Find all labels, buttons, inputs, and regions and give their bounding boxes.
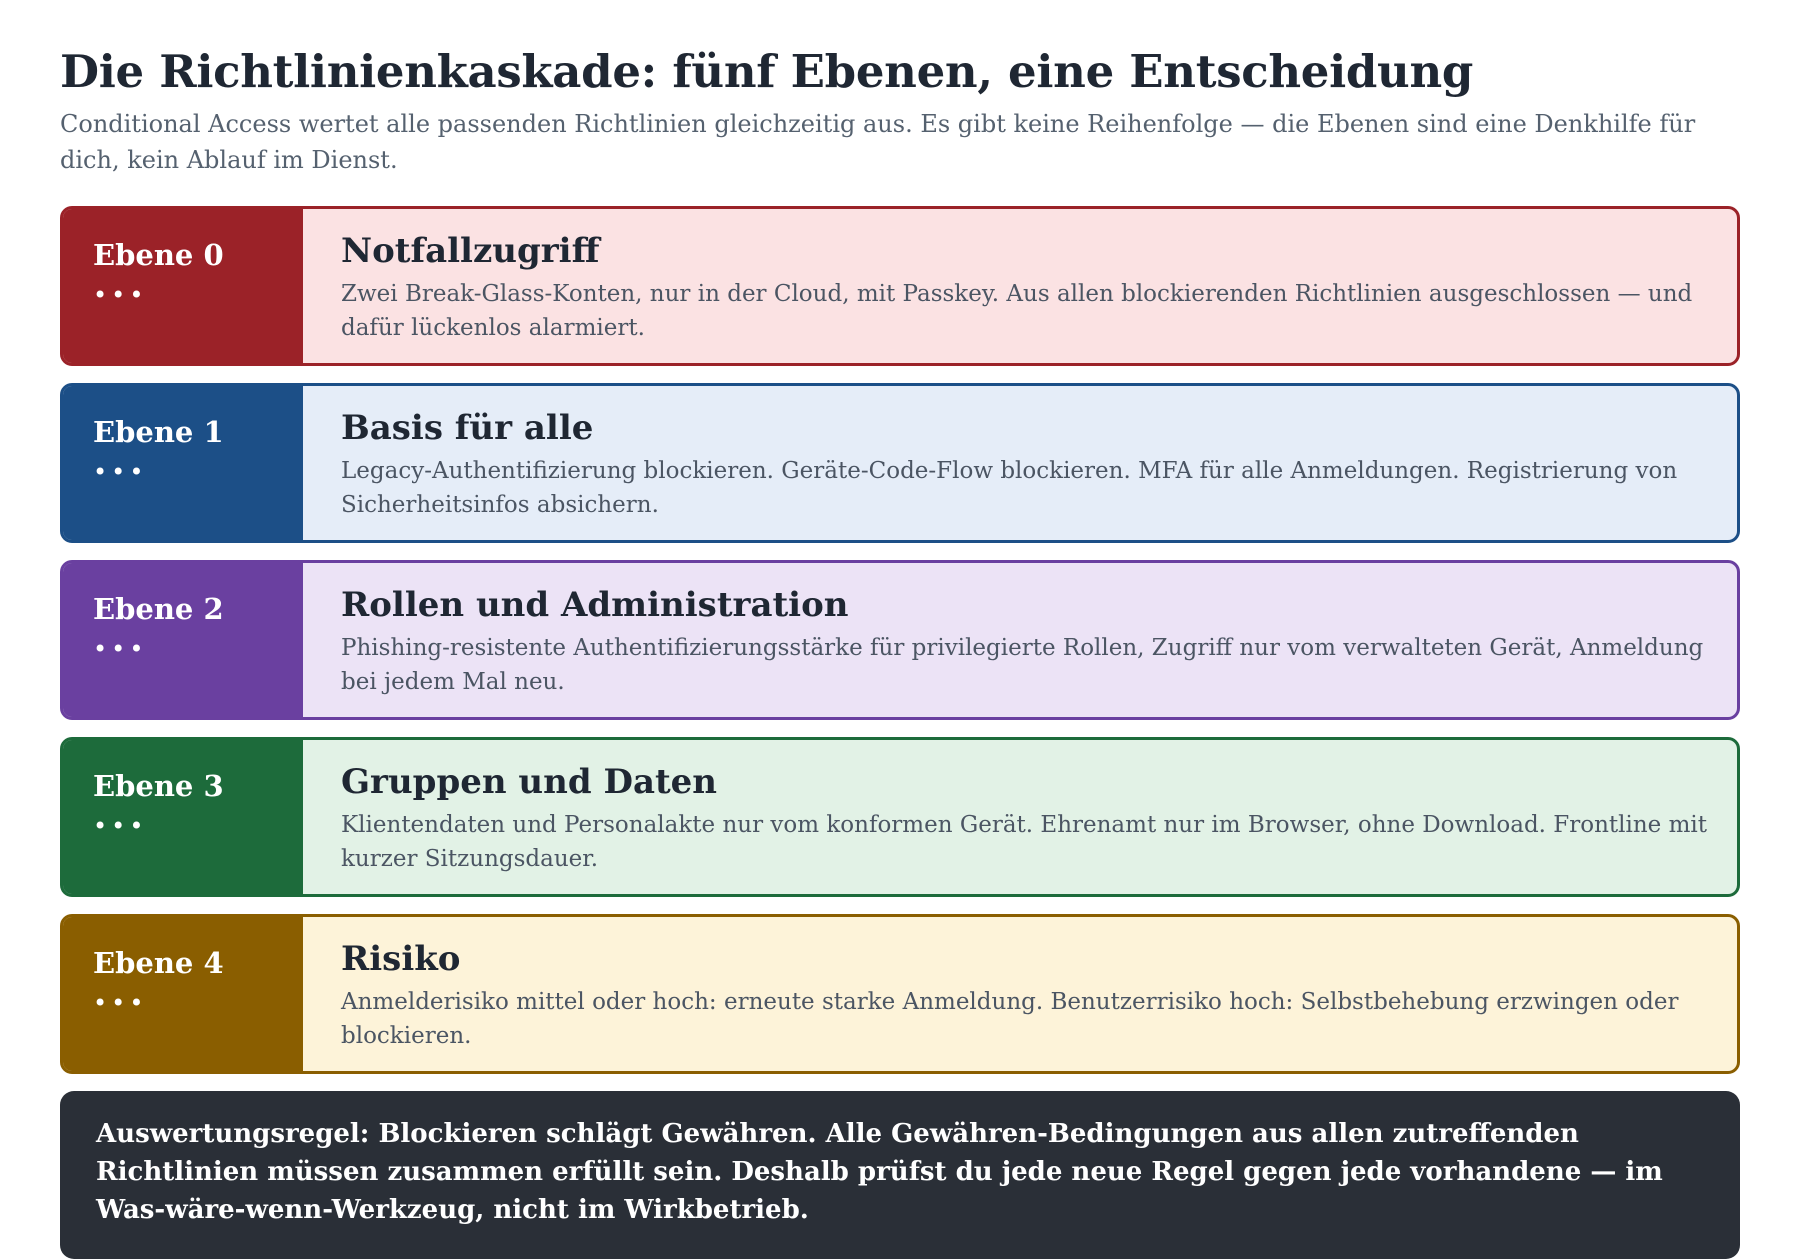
layer-tag (63, 209, 303, 363)
more-dots-icon: ••• (93, 281, 148, 309)
layer-body (303, 563, 1737, 717)
more-dots-icon: ••• (93, 812, 148, 840)
layer-body (303, 740, 1737, 894)
layer-label: Ebene 4 (93, 946, 224, 980)
layer-label: Ebene 0 (93, 238, 224, 272)
page (60, 44, 1740, 1259)
evaluation-rule-box: Auswertungsregel: Blockieren schlägt Gewähren. Alle Gewähren-Bedingungen aus allen zutreffenden Richtlinien müssen zusammen erfüllt sein. Deshalb prüfst du jede neue Regel gegen jede vorhandene — im Was-wäre-wenn-Werkzeug, nicht im Wirkbetrieb. (60, 1091, 1740, 1259)
layer-title: Risiko (341, 939, 461, 979)
layer-card-2 (60, 560, 1740, 720)
layer-tag (63, 917, 303, 1071)
more-dots-icon: ••• (93, 635, 148, 663)
layer-description: Anmelderisiko mittel oder hoch: erneute starke Anmeldung. Benutzerrisiko hoch: Selbstbehebung erzwingen oder blockieren. (341, 989, 1679, 1049)
layer-description: Zwei Break-Glass-Konten, nur in der Cloud, mit Passkey. Aus allen blockierenden Richtlinien ausgeschlossen — und dafür lückenlos alarmiert. (341, 281, 1693, 341)
layer-body (303, 386, 1737, 540)
layer-list (60, 206, 1740, 1074)
more-dots-icon: ••• (93, 458, 148, 486)
layer-description: Phishing-resistente Authentifizierungsstärke für privilegierte Rollen, Zugriff nur vom verwalteten Gerät, Anmeldung bei jedem Mal neu. (341, 635, 1704, 695)
layer-title: Rollen und Administration (341, 585, 849, 625)
layer-title: Basis für alle (341, 408, 594, 448)
layer-label: Ebene 2 (93, 592, 224, 626)
more-dots-icon: ••• (93, 989, 148, 1017)
page-subtitle: Conditional Access wertet alle passenden Richtlinien gleichzeitig aus. Es gibt keine Reihenfolge — die Ebenen sind eine Denkhilfe für dich, kein Ablauf im Dienst. (60, 110, 1696, 174)
layer-card-3 (60, 737, 1740, 897)
layer-card-0 (60, 206, 1740, 366)
layer-title: Notfallzugriff (341, 231, 600, 271)
page-title: Die Richtlinienkaskade: fünf Ebenen, eine Entscheidung (60, 45, 1474, 98)
layer-description: Legacy-Authentifizierung blockieren. Geräte-Code-Flow blockieren. MFA für alle Anmeldungen. Registrierung von Sicherheitsinfos absichern. (341, 458, 1678, 518)
layer-label: Ebene 3 (93, 769, 224, 803)
layer-label: Ebene 1 (93, 415, 224, 449)
layer-tag (63, 386, 303, 540)
layer-card-4 (60, 914, 1740, 1074)
layer-body (303, 209, 1737, 363)
layer-tag (63, 563, 303, 717)
layer-tag (63, 740, 303, 894)
layer-title: Gruppen und Daten (341, 762, 718, 802)
layer-description: Klientendaten und Personalakte nur vom konformen Gerät. Ehrenamt nur im Browser, ohne Download. Frontline mit kurzer Sitzungsdauer. (341, 812, 1707, 872)
layer-card-1 (60, 383, 1740, 543)
layer-body (303, 917, 1737, 1071)
